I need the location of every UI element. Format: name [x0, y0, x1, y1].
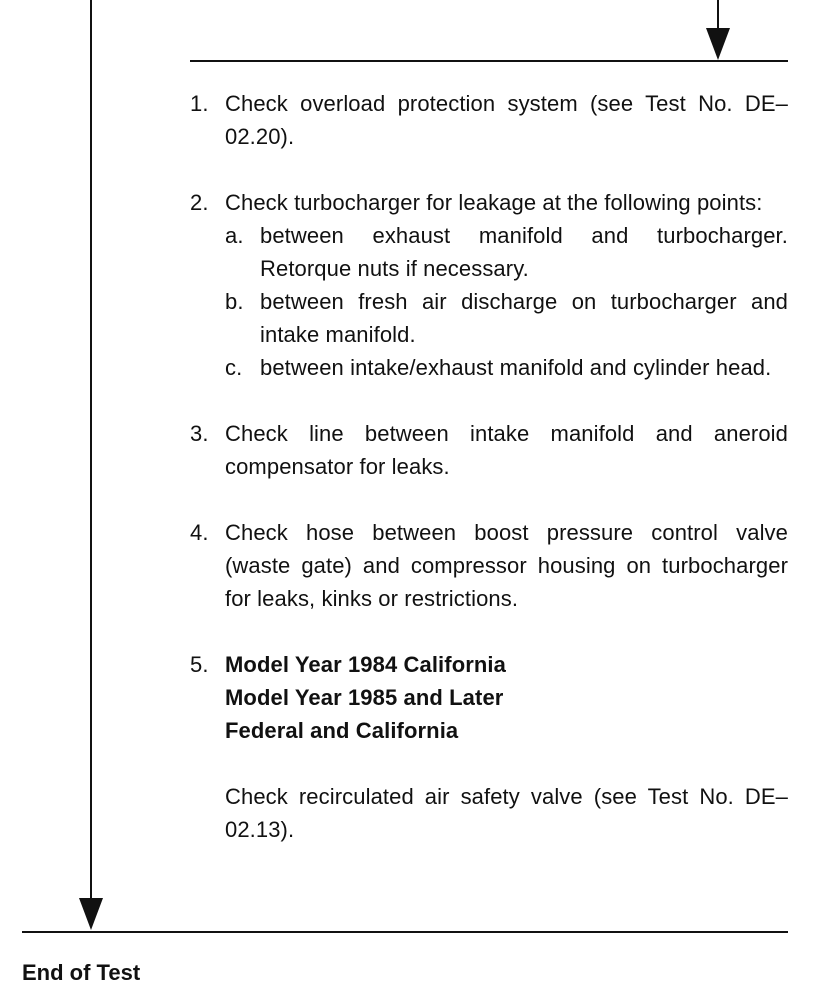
step-5: [190, 648, 788, 846]
substep-letter: a.: [225, 223, 244, 248]
step-text: Check recirculated air safety valve (see Test No. DE–02.13).: [225, 784, 788, 842]
step-3: [190, 417, 788, 483]
left-down-arrowhead: [79, 898, 103, 930]
end-of-test-label: End of Test: [22, 960, 141, 985]
step-heading-line: Federal and California: [225, 718, 459, 743]
step-text: Check hose between boost pressure control valve (waste gate) and compressor housing on turbocharger for leaks, kinks or restrictions.: [225, 520, 788, 611]
step-text: Check turbocharger for leakage at the following points:: [225, 190, 763, 215]
step-2: [190, 186, 788, 384]
step-number: 2.: [190, 190, 209, 215]
step-heading-line: Model Year 1984 California: [225, 652, 506, 677]
step-number: 5.: [190, 652, 209, 677]
substep-text: between exhaust manifold and turbocharger. Retorque nuts if necessary.: [260, 223, 788, 281]
step-text: Check overload protection system (see Test No. DE–02.20).: [225, 91, 788, 149]
substep-c: [225, 351, 788, 384]
step-number: 3.: [190, 421, 209, 446]
substep-letter: b.: [225, 289, 244, 314]
step-number: 4.: [190, 520, 209, 545]
procedure-steps: [190, 87, 788, 846]
step-4: [190, 516, 788, 615]
substep-b: [225, 285, 788, 351]
step-number: 1.: [190, 91, 209, 116]
substep-text: between intake/exhaust manifold and cylinder head.: [260, 355, 772, 380]
step-heading-line: Model Year 1985 and Later: [225, 685, 504, 710]
right-down-arrowhead: [706, 28, 730, 60]
step-1: [190, 87, 788, 153]
substep-text: between fresh air discharge on turbocharger and intake manifold.: [260, 289, 788, 347]
substep-letter: c.: [225, 355, 243, 380]
step-text: Check line between intake manifold and aneroid compensator for leaks.: [225, 421, 788, 479]
substep-a: [225, 219, 788, 285]
